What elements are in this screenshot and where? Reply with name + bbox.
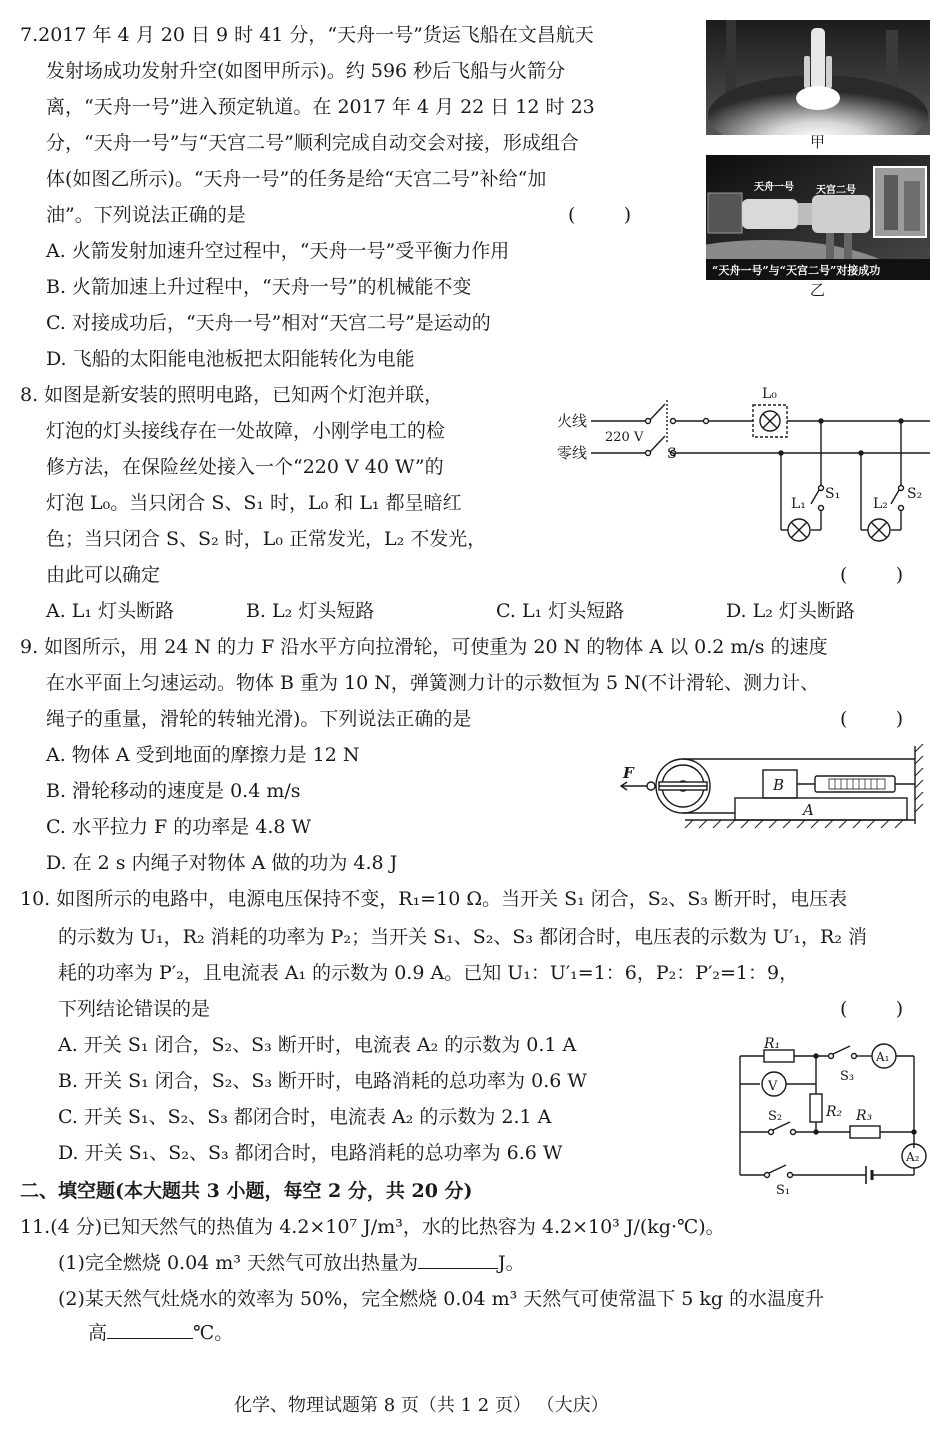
q8-line-6: 由此可以确定	[46, 564, 161, 586]
q7-line-5: 体(如图乙所示)。“天舟一号”的任务是给“天宫二号”补给“加	[46, 168, 547, 190]
q8-option-c: C. L₁ 灯头短路	[496, 600, 625, 622]
q11-sub2-text: 高	[88, 1322, 108, 1344]
q7-option-c: C. 对接成功后，“天舟一号”相对“天宫二号”是运动的	[46, 312, 491, 334]
switch-S3-label: S₃	[840, 1069, 855, 1084]
q10-option-d: D. 开关 S₁、S₂、S₃ 都闭合时，电路消耗的总功率为 6.6 W	[58, 1142, 563, 1164]
q10-line-4: 下列结论错误的是	[58, 998, 211, 1020]
resistor-R3-label: R₃	[856, 1108, 873, 1124]
q8-line-2: 灯泡的灯头接线存在一处故障，小刚学电工的检	[46, 420, 446, 442]
q10-line-1: 10. 如图所示的电路中，电源电压保持不变，R₁=10 Ω。当开关 S₁ 闭合，S₂、S₃ 断开时，电压表	[20, 888, 848, 910]
fig-yi-label-tianzhou: 天舟一号	[754, 182, 794, 193]
q7-line-1: 7.2017 年 4 月 20 日 9 时 41 分，“天舟一号”货运飞船在文昌航天	[20, 24, 594, 46]
live-wire-label: 火线	[557, 412, 588, 430]
q7-line-4: 分，“天舟一号”与“天宫二号”顺利完成自动交会对接，形成组合	[46, 132, 579, 154]
force-F-label: F	[623, 764, 634, 782]
neutral-wire-label: 零线	[557, 444, 588, 462]
q9-option-c: C. 水平拉力 F 的功率是 4.8 W	[46, 816, 312, 838]
q7-option-b: B. 火箭加速上升过程中，“天舟一号”的机械能不变	[46, 276, 472, 298]
q11-blank-2[interactable]	[107, 1320, 193, 1339]
resistor-R2-label: R₂	[826, 1104, 843, 1120]
ammeter-A2-label: A₂	[906, 1150, 920, 1164]
q9-line-3: 绳子的重量，滑轮的转轴光滑)。下列说法正确的是	[46, 708, 472, 730]
bulb-L1-label: L₁	[791, 496, 806, 512]
q9-option-a: A. 物体 A 受到地面的摩擦力是 12 N	[46, 744, 360, 766]
q8-line-1: 8. 如图是新安装的照明电路，已知两个灯泡并联，	[20, 384, 444, 406]
lighting-circuit-diagram	[555, 378, 935, 548]
q10-option-b: B. 开关 S₁ 闭合，S₂、S₃ 断开时，电路消耗的总功率为 0.6 W	[58, 1070, 587, 1092]
q7-answer-paren: ( )	[568, 204, 632, 226]
q10-option-c: C. 开关 S₁、S₂、S₃ 都闭合时，电流表 A₂ 的示数为 2.1 A	[58, 1106, 552, 1128]
q7-option-d: D. 飞船的太阳能电池板把太阳能转化为电能	[46, 348, 415, 370]
q7-line-6: 油”。下列说法正确的是	[46, 204, 246, 226]
bulb-L0-label: L₀	[762, 386, 777, 402]
fig-yi-banner: “天舟一号”与“天宫二号”对接成功	[712, 264, 881, 277]
q10-line-2: 的示数为 U₁，R₂ 消耗的功率为 P₂；当开关 S₁、S₂、S₃ 都闭合时，电压表的示数为 U′₁，R₂ 消	[58, 926, 867, 948]
q11-stem: 11.(4 分)已知天然气的热值为 4.2×10⁷ J/m³，水的比热容为 4.2×10³ J/(kg·℃)。	[20, 1216, 725, 1238]
page-footer: 化学、物理试题第 8 页（共 1 2 页） （大庆）	[234, 1395, 609, 1416]
fig-jia-caption: 甲	[810, 133, 826, 151]
main-switch-label: S	[667, 446, 677, 462]
q10-answer-paren: ( )	[840, 998, 904, 1020]
ammeter-A1-label: A₁	[876, 1050, 890, 1064]
q10-option-a: A. 开关 S₁ 闭合，S₂、S₃ 断开时，电流表 A₂ 的示数为 0.1 A	[58, 1034, 577, 1056]
rocket-launch-photo	[706, 20, 930, 135]
q8-option-a: A. L₁ 灯头断路	[46, 600, 175, 622]
meter-circuit-diagram	[730, 1032, 935, 1197]
fig-yi-caption: 乙	[810, 281, 826, 299]
q11-sub1-text: (1)完全燃烧 0.04 m³ 天然气可放出热量为	[58, 1252, 418, 1274]
q11-sub2-line1: (2)某天然气灶烧水的效率为 50%，完全燃烧 0.04 m³ 天然气可使常温下 5 kg 的水温度升	[58, 1288, 825, 1310]
resistor-R1-label: R₁	[764, 1036, 781, 1052]
block-A-label: A	[803, 801, 814, 819]
voltage-label: 220 V	[605, 430, 644, 445]
q8-answer-paren: ( )	[840, 564, 904, 586]
q9-line-2: 在水平面上匀速运动。物体 B 重为 10 N，弹簧测力计的示数恒为 5 N(不计滑轮、测力计、	[46, 672, 820, 694]
q10-line-3: 耗的功率为 P′₂，且电流表 A₁ 的示数为 0.9 A。已知 U₁：U′₁=1：6，P₂：P′₂=1：9，	[58, 962, 799, 984]
q7-option-a: A. 火箭发射加速升空过程中，“天舟一号”受平衡力作用	[46, 240, 510, 262]
voltmeter-V-label: V	[768, 1079, 778, 1094]
q9-answer-paren: ( )	[840, 708, 904, 730]
q8-line-5: 色；当只闭合 S、S₂ 时，L₀ 正常发光，L₂ 不发光，	[46, 528, 487, 550]
q11-sub2-unit: ℃。	[193, 1322, 234, 1344]
section-2-heading: 二、填空题(本大题共 3 小题，每空 2 分，共 20 分)	[20, 1180, 473, 1202]
docking-photo	[706, 155, 930, 280]
q7-line-3: 离，“天舟一号”进入预定轨道。在 2017 年 4 月 22 日 12 时 23	[46, 96, 595, 118]
q11-sub2-line2	[88, 1320, 233, 1346]
switch-S2-label: S₂	[907, 486, 923, 502]
q8-option-b: B. L₂ 灯头短路	[246, 600, 375, 622]
q9-option-b: B. 滑轮移动的速度是 0.4 m/s	[46, 780, 301, 802]
q11-sub1-unit: J。	[497, 1252, 525, 1274]
q11-blank-1[interactable]	[418, 1250, 498, 1269]
q9-option-d: D. 在 2 s 内绳子对物体 A 做的功为 4.8 J	[46, 852, 398, 874]
pulley-system-diagram	[615, 744, 935, 832]
fig-yi-label-tiangong: 天宫二号	[816, 185, 856, 196]
switch-S1-label: S₁	[825, 486, 841, 502]
q11-sub1	[58, 1250, 525, 1276]
bulb-L2-label: L₂	[873, 496, 888, 512]
q8-line-4: 灯泡 L₀。当只闭合 S、S₁ 时，L₀ 和 L₁ 都呈暗红	[46, 492, 462, 514]
q7-line-2: 发射场成功发射升空(如图甲所示)。约 596 秒后飞船与火箭分	[46, 60, 566, 82]
block-B-label: B	[773, 776, 785, 794]
q8-option-d: D. L₂ 灯头断路	[726, 600, 855, 622]
switch-S2-circuit-label: S₂	[768, 1109, 783, 1124]
switch-S1-circuit-label: S₁	[776, 1183, 791, 1197]
q9-line-1: 9. 如图所示，用 24 N 的力 F 沿水平方向拉滑轮，可使重为 20 N 的物体 A 以 0.2 m/s 的速度	[20, 636, 828, 658]
q8-line-3: 修方法，在保险丝处接入一个“220 V 40 W”的	[46, 456, 444, 478]
